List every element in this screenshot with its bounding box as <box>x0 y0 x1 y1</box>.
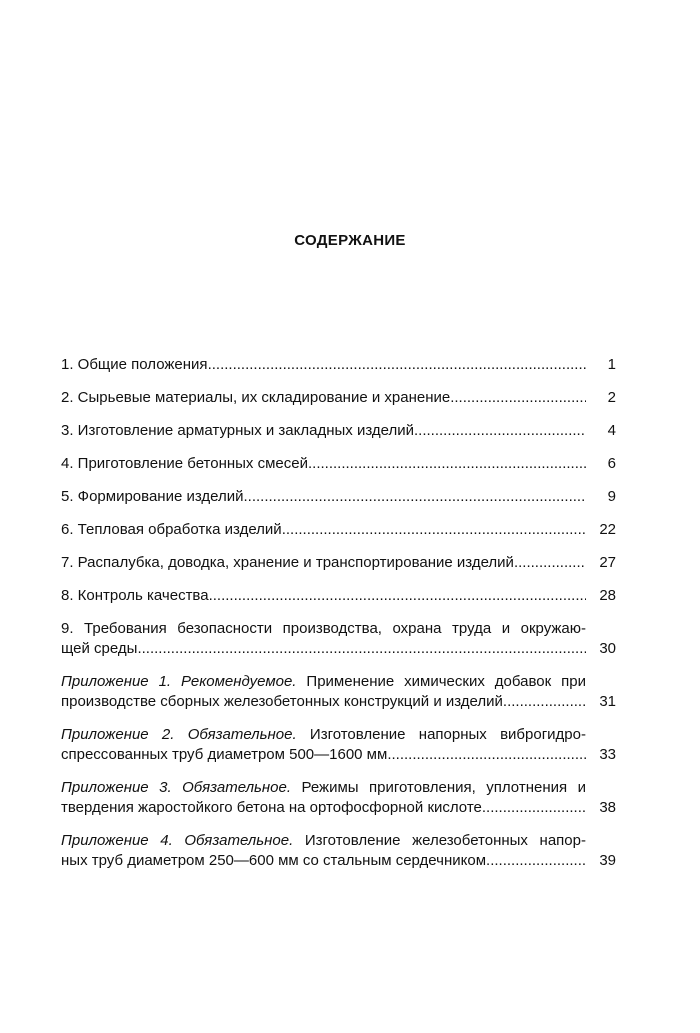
table-of-contents <box>61 355 616 871</box>
dot-leader <box>450 388 586 408</box>
annex-title: Изготовление железобетонных напор- <box>293 832 586 849</box>
toc-entry-label: 1. Общие положения <box>61 356 208 373</box>
toc-page-number: 22 <box>599 521 616 538</box>
toc-entry-label: 9. Требования безопасности производства, охрана труда и окружаю- <box>61 620 586 637</box>
toc-entry-label: 8. Контроль качества <box>61 587 209 604</box>
dot-leader <box>503 692 586 712</box>
toc-entry-5[interactable] <box>61 487 616 507</box>
toc-entry-label: 6. Тепловая обработка изделий <box>61 521 282 538</box>
toc-entry-label: 5. Формирование изделий <box>61 488 244 505</box>
annex-prefix: Приложение 1. Рекомендуемое. <box>61 673 297 690</box>
annex-title-continued: твердения жаростойкого бетона на ортофосфорной кислоте <box>61 799 482 816</box>
toc-entry-6[interactable] <box>61 520 616 540</box>
toc-entry-8[interactable] <box>61 586 616 606</box>
toc-page-number: 28 <box>599 587 616 604</box>
toc-page-number: 4 <box>607 422 616 439</box>
toc-entry-label: 3. Изготовление арматурных и закладных изделий <box>61 422 414 439</box>
annex-prefix: Приложение 4. Обязательное. <box>61 832 294 849</box>
toc-page-number: 38 <box>599 799 616 816</box>
dot-leader <box>486 851 586 871</box>
toc-annex-2[interactable] <box>61 725 616 765</box>
toc-entry-label-continued: щей среды <box>61 640 138 657</box>
toc-page-number: 39 <box>599 852 616 869</box>
dot-leader <box>208 355 586 375</box>
toc-page-number: 27 <box>599 554 616 571</box>
toc-page-number: 30 <box>599 640 616 657</box>
toc-entry-9[interactable] <box>61 619 616 659</box>
toc-entry-label: 7. Распалубка, доводка, хранение и транспортирование изделий <box>61 554 514 571</box>
dot-leader <box>387 745 586 765</box>
toc-entry-7[interactable] <box>61 553 616 573</box>
toc-entry-label: 4. Приготовление бетонных смесей <box>61 455 308 472</box>
dot-leader <box>244 487 587 507</box>
toc-annex-3[interactable] <box>61 778 616 818</box>
toc-annex-1[interactable] <box>61 672 616 712</box>
toc-entry-label: 2. Сырьевые материалы, их складирование и хранение <box>61 389 451 406</box>
annex-prefix: Приложение 3. Обязательное. <box>61 779 292 796</box>
annex-title-continued: спрессованных труб диаметром 500—1600 мм <box>61 746 388 763</box>
dot-leader <box>209 586 586 606</box>
toc-entry-1[interactable] <box>61 355 616 375</box>
dot-leader <box>514 553 586 573</box>
dot-leader <box>282 520 586 540</box>
toc-entry-2[interactable] <box>61 388 616 408</box>
toc-entry-3[interactable] <box>61 421 616 441</box>
page-title: СОДЕРЖАНИЕ <box>294 232 406 249</box>
toc-page-number: 9 <box>607 488 616 505</box>
annex-title: Изготовление напорных виброгидро- <box>296 726 586 743</box>
toc-annex-4[interactable] <box>61 831 616 871</box>
toc-entry-4[interactable] <box>61 454 616 474</box>
annex-prefix: Приложение 2. Обязательное. <box>61 726 297 743</box>
toc-page-number: 1 <box>607 356 616 373</box>
toc-page-number: 2 <box>607 389 616 406</box>
dot-leader <box>482 798 586 818</box>
dot-leader <box>414 421 586 441</box>
annex-title-continued: ных труб диаметром 250—600 мм со стальным сердечником <box>61 852 487 869</box>
toc-page-number: 31 <box>599 693 616 710</box>
annex-title: Режимы приготовления, уплотнения и <box>291 779 586 796</box>
dot-leader <box>308 454 586 474</box>
toc-page-number: 6 <box>607 455 616 472</box>
annex-title: Применение химических добавок при <box>296 673 586 690</box>
dot-leader <box>137 639 586 659</box>
annex-title-continued: производстве сборных железобетонных конструкций и изделий <box>61 693 503 710</box>
toc-page-number: 33 <box>599 746 616 763</box>
